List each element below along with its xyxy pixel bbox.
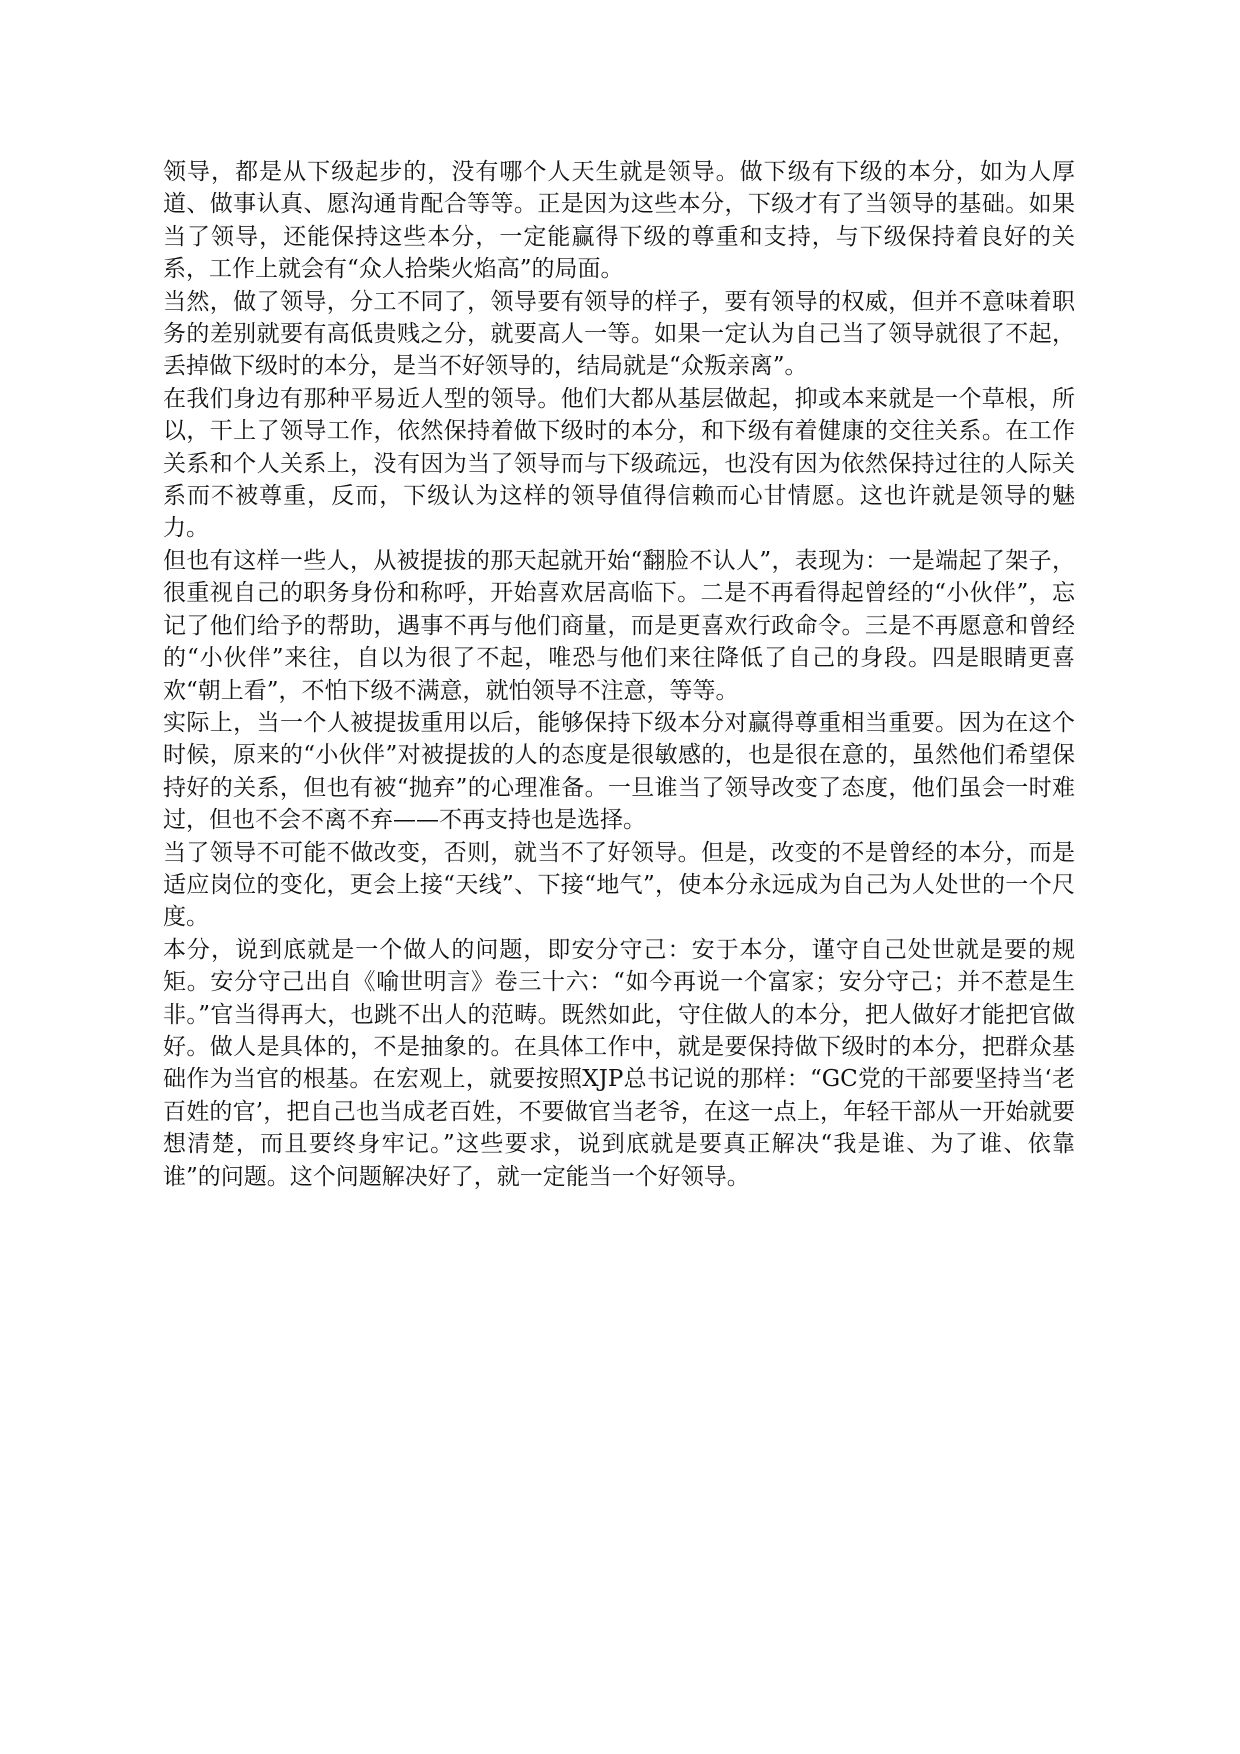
paragraph-5: 实际上，当一个人被提拔重用以后，能够保持下级本分对赢得尊重相当重要。因为在这个时候，原来的“小伙伴”对被提拔的人的态度是很敏感的，也是很在意的，虽然他们希望保持好的关系，但也有被“抛弃”的心理准备。一旦谁当了领导改变了态度，他们虽会一时难过，但也不会不离不弃——不再支持也是选择。	[163, 709, 1075, 834]
paragraph-3: 在我们身边有那种平易近人型的领导。他们大都从基层做起，抑或本来就是一个草根，所以，干上了领导工作，依然保持着做下级时的本分，和下级有着健康的交往关系。在工作关系和个人关系上，没有因为当了领导而与下级疏远，也没有因为依然保持过往的人际关系而不被尊重，反而，下级认为这样的领导值得信赖而心甘情愿。这也许就是领导的魅力。	[163, 385, 1075, 542]
paragraph-6: 当了领导不可能不做改变，否则，就当不了好领导。但是，改变的不是曾经的本分，而是适应岗位的变化，更会上接“天线”、下接“地气”，使本分永远成为自己为人处世的一个尺度。	[163, 839, 1075, 931]
paragraph-4: 但也有这样一些人，从被提拔的那天起就开始“翻脸不认人”，表现为：一是端起了架子，很重视自己的职务身份和称呼，开始喜欢居高临下。二是不再看得起曾经的“小伙伴”，忘记了他们给予的帮助，遇事不再与他们商量，而是更喜欢行政命令。三是不再愿意和曾经的“小伙伴”来往，自以为很了不起，唯恐与他们来往降低了自己的身段。四是眼睛更喜欢“朝上看”，不怕下级不满意，就怕领导不注意，等等。	[163, 547, 1075, 704]
paragraph-1: 领导，都是从下级起步的，没有哪个人天生就是领导。做下级有下级的本分，如为人厚道、做事认真、愿沟通肯配合等等。正是因为这些本分，下级才有了当领导的基础。如果当了领导，还能保持这些本分，一定能赢得下级的尊重和支持，与下级保持着良好的关系，工作上就会有“众人拾柴火焰高”的局面。	[163, 159, 1075, 283]
paragraph-7: 本分，说到底就是一个做人的问题，即安分守己：安于本分，谨守自己处世就是要的规矩。安分守己出自《喻世明言》卷三十六：“如今再说一个富家；安分守己；并不惹是生非。”官当得再大，也跳不出人的范畴。既然如此，守住做人的本分，把人做好才能把官做好。做人是具体的，不是抽象的。在具体工作中，就是要保持做下级时的本分，把群众基础作为当官的根基。在宏观上，就要按照XJP总书记说的那样：“GC党的干部要坚持当‘老百姓的官’，把自己也当成老百姓，不要做官当老爷，在这一点上，年轻干部从一开始就要想清楚，而且要终身牢记。”这些要求，说到底就是要真正解决“我是谁、为了谁、依靠谁”的问题。这个问题解决好了，就一定能当一个好领导。	[163, 936, 1075, 1190]
paragraph-2: 当然，做了领导，分工不同了，领导要有领导的样子，要有领导的权威，但并不意味着职务的差别就要有高低贵贱之分，就要高人一等。如果一定认为自己当了领导就很了不起，丢掉做下级时的本分，是当不好领导的，结局就是“众叛亲离”。	[163, 288, 1075, 380]
document-body	[163, 156, 1075, 1193]
